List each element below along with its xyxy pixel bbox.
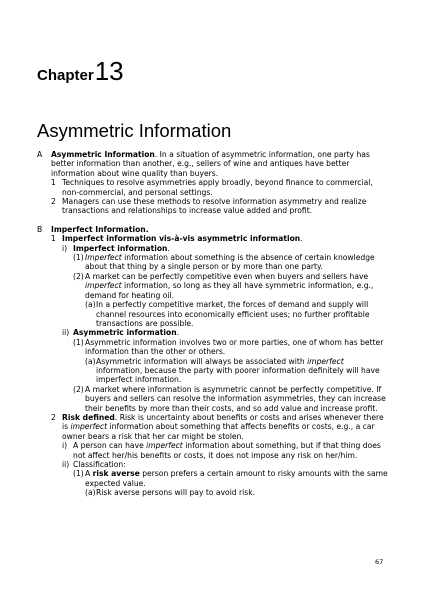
item-label: 1: [51, 234, 56, 244]
item-text: A: [85, 469, 93, 479]
item-text: A market where information is asymmetric cannot be perfectly competitive. If buyers and sellers can resolve the information asymmetries, they can increase their benefits by more than their costs, and so add value and increase profit.: [85, 384, 386, 413]
list-item: [37, 300, 391, 328]
item-label: 2: [51, 197, 56, 207]
item-text: A market can be perfectly competitive even when buyers and sellers have: [85, 271, 369, 281]
section-label: B: [37, 224, 43, 234]
item-text: In a perfectly competitive market, the forces of demand and supply will channel resources into economically efficient uses; no further profitable transactions are possible.: [96, 300, 370, 328]
document-body: [37, 150, 391, 498]
list-item: [37, 244, 391, 253]
item-label: i): [62, 441, 68, 451]
item-label: ii): [62, 328, 70, 338]
section-b: [37, 225, 391, 234]
item-text: information about something is the absence of certain knowledge about that thing by a single person or by more than one party.: [85, 253, 375, 272]
list-item: [37, 460, 391, 469]
punctuation: .: [300, 234, 303, 244]
item-label: (a): [85, 300, 96, 310]
item-text: person prefers a certain amount to risky amounts with the same expected value.: [85, 469, 388, 488]
page-title: Asymmetric Information: [37, 120, 232, 141]
item-text: Managers can use these methods to resolve information asymmetry and realize transactions and relationships to increase value added and profit.: [62, 197, 367, 216]
item-label: (1): [73, 253, 84, 263]
list-item: [37, 488, 391, 497]
item-label: (1): [73, 469, 84, 479]
item-heading: Imperfect information: [73, 243, 168, 253]
item-label: i): [62, 243, 68, 253]
item-text: Risk averse persons will pay to avoid risk.: [96, 488, 256, 498]
punctuation: .: [167, 243, 170, 253]
item-text: . Risk is uncertainty about benefits or costs and arises whenever there is: [62, 412, 384, 432]
item-label: ii): [62, 460, 70, 469]
list-item: [37, 469, 391, 488]
item-text: information about something that affects benefits or costs, e.g., a car owner bears a risk that her car might be stolen.: [62, 422, 375, 441]
item-text: A person can have: [73, 441, 147, 451]
chapter-label: Chapter: [37, 67, 94, 84]
emphasis-text: imperfect: [146, 441, 183, 451]
item-text: information, so long as they all have symmetric information, e.g., demand for heating oil.: [85, 281, 374, 300]
list-item: [37, 178, 391, 197]
term-heading: risk averse: [92, 469, 140, 479]
list-item: [37, 338, 391, 357]
section-a-text: [51, 150, 391, 178]
item-label: (2): [73, 271, 84, 281]
emphasis-text: imperfect: [307, 356, 344, 366]
page-number: 67: [375, 558, 384, 566]
item-text: Asymmetric information involves two or more parties, one of whom has better information than the other or others.: [85, 337, 384, 357]
item-label: 1: [51, 178, 56, 188]
paragraph-text: . In a situation of asymmetric information, one party has better information than another, e.g., sellers of wine and antiques have better information about wine quality than buyers.: [51, 150, 370, 178]
item-heading: Asymmetric information: [73, 328, 177, 338]
list-item: [37, 441, 391, 460]
item-text: information about something, but if that thing does not affect her/his benefits or costs, it does not impose any risk on her/him.: [73, 441, 381, 460]
chapter-heading: [37, 56, 124, 87]
item-text: Asymmetric information will always be associated with: [96, 356, 308, 366]
item-text: Techniques to resolve asymmetries apply broadly, beyond finance to commercial, non-commercial, and personal settings.: [62, 178, 373, 197]
item-label: (a): [85, 488, 96, 498]
item-heading: Risk defined: [62, 412, 115, 422]
list-item: [37, 272, 391, 300]
emphasis-text: imperfect: [70, 422, 108, 432]
emphasis-text: Imperfect: [85, 253, 122, 263]
chapter-number: 13: [94, 56, 124, 86]
list-item: [37, 253, 391, 272]
section-heading: Imperfect Information.: [51, 224, 149, 234]
item-text: Classification:: [73, 460, 126, 469]
list-item: [37, 385, 391, 413]
item-label: (a): [85, 356, 96, 366]
item-label: (2): [73, 384, 84, 394]
list-item: [37, 413, 391, 441]
list-item: [37, 234, 391, 243]
list-item: [37, 357, 391, 385]
list-item: [37, 328, 391, 337]
item-text: information, because the party with poorer information definitely will have imperfect information.: [96, 365, 380, 385]
section-label: A: [37, 150, 43, 159]
punctuation: .: [176, 328, 180, 338]
list-item: [37, 197, 391, 216]
section-heading: Asymmetric Information: [51, 150, 155, 159]
item-label: (1): [73, 337, 84, 347]
item-heading: Imperfect information vis-à-vis asymmetric information: [62, 234, 301, 244]
item-label: 2: [51, 412, 56, 422]
section-a: [37, 150, 391, 178]
emphasis-text: imperfect: [85, 281, 122, 291]
